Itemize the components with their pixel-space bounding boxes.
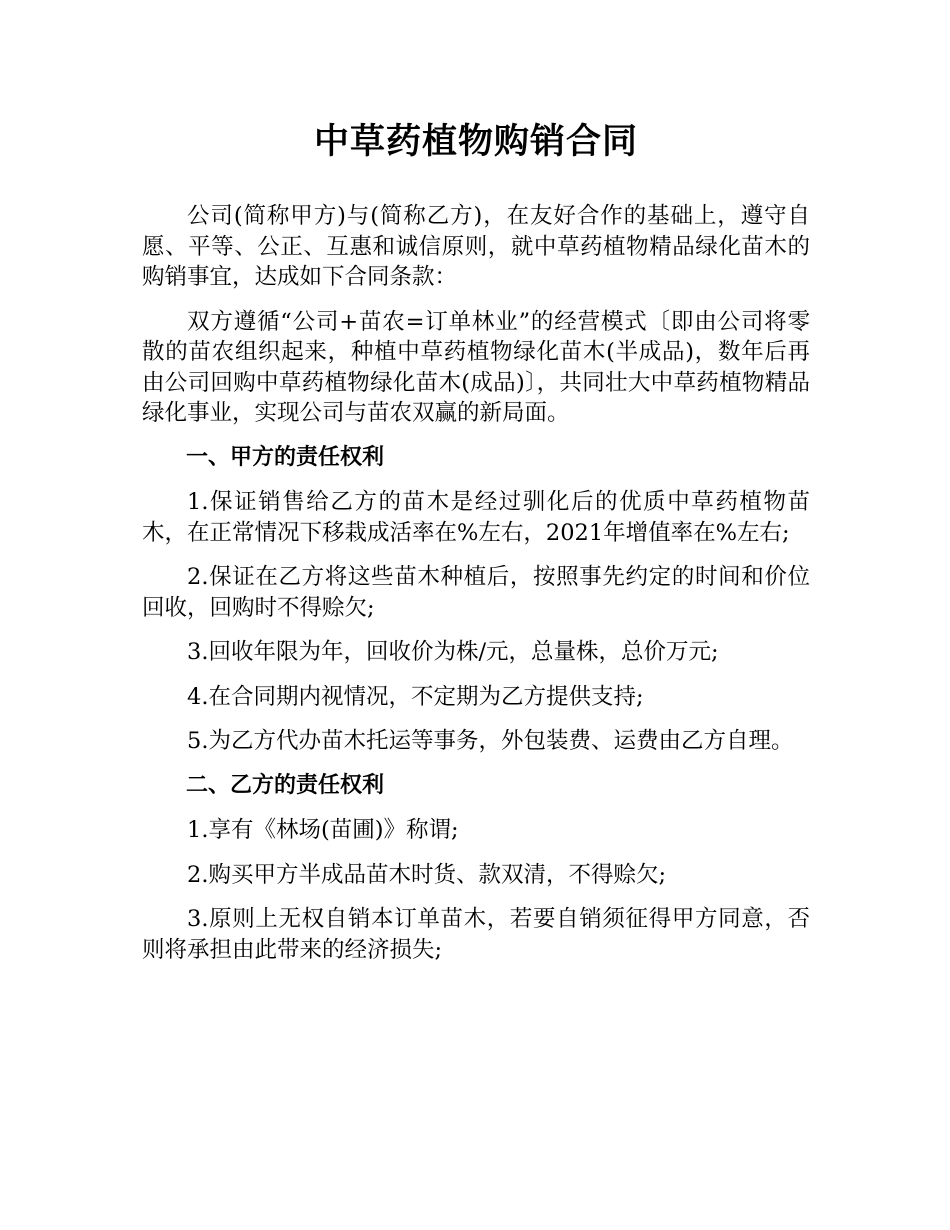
party-a-clause: 4.在合同期内视情况，不定期为乙方提供支持; <box>187 683 644 710</box>
section-heading-party-a: 一、甲方的责任权利 <box>186 444 385 470</box>
document-title: 中草药植物购销合同 <box>313 122 638 162</box>
party-a-clause: 3.回收年限为年，回收价为株/元，总量株，总价万元; <box>187 639 719 665</box>
party-a-clause: 2.保证在乙方将这些苗木种植后，按照事先约定的时间和价位回收，回购时不得赊欠; <box>142 564 810 621</box>
party-a-clause: 1.保证销售给乙方的苗木是经过驯化后的优质中草药植物苗木，在正常情况下移栽成活率在%左右，2021年增值率在%左右; <box>142 489 810 546</box>
party-b-clause: 2.购买甲方半成品苗木时货、款双清，不得赊欠; <box>187 861 667 888</box>
party-a-clause: 5.为乙方代办苗木托运等事务，外包装费、运费由乙方自理。 <box>187 728 794 754</box>
party-b-clause: 3.原则上无权自销本订单苗木，若要自销须征得甲方同意，否则将承担由此带来的经济损失; <box>142 906 810 963</box>
section-heading-party-b: 二、乙方的责任权利 <box>186 772 385 798</box>
business-model-paragraph: 双方遵循“公司+苗农=订单林业”的经营模式〔即由公司将零散的苗农组织起来，种植中草药植物绿化苗木(半成品)，数年后再由公司回购中草药植物绿化苗木(成品)〕，共同壮大中草药植物精品绿化事业，实现公司与苗农双赢的新局面。 <box>142 308 810 426</box>
party-b-clause: 1.享有《林场(苗圃)》称谓; <box>187 817 459 843</box>
document-body <box>142 118 810 979</box>
intro-paragraph: 公司(简称甲方)与(简称乙方)，在友好合作的基础上，遵守自愿、平等、公正、互惠和诚信原则，就中草药植物精品绿化苗木的购销事宜，达成如下合同条款： <box>142 203 810 290</box>
